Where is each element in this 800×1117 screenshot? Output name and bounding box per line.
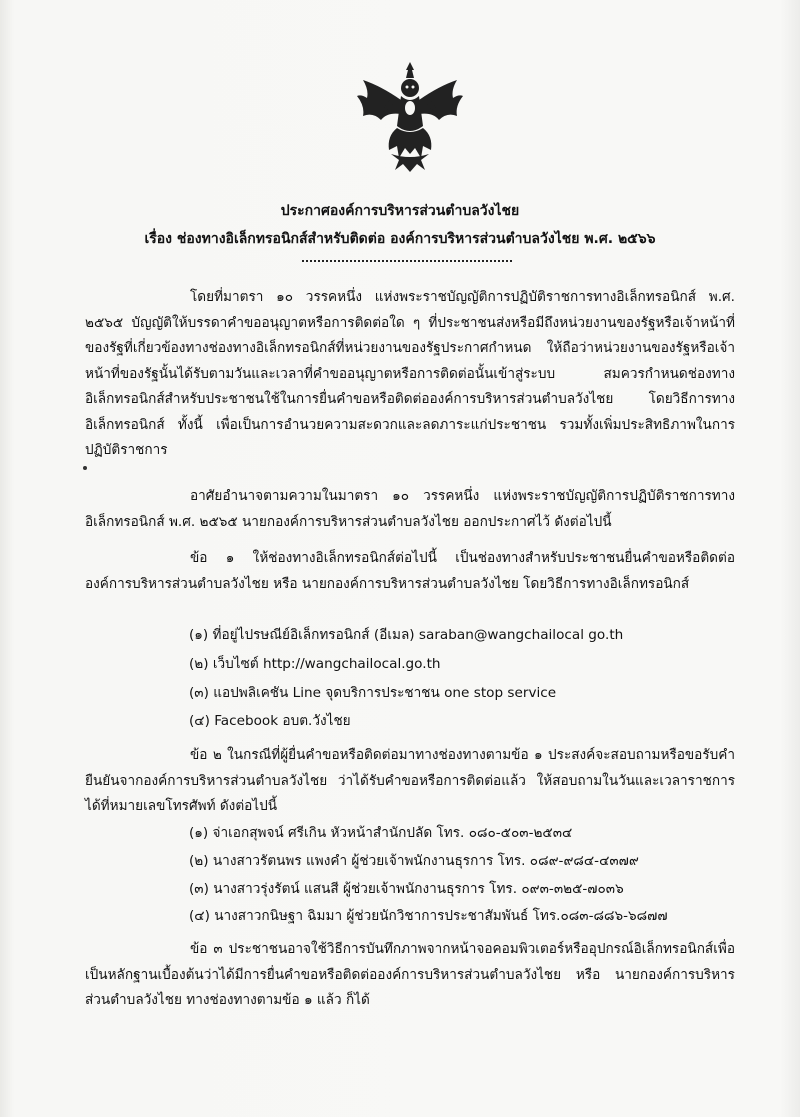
contact-item: (๔) นางสาวกนิษฐา ฉิมมา ผู้ช่วยนักวิชาการประชาสัมพันธ์ โทร.๐๘๓-๘๘๖-๖๘๗๗ <box>189 908 668 924</box>
channel-item: (๓) แอปพลิเคชัน Line จุดบริการประชาชน one stop service <box>189 685 557 701</box>
paragraph-authority: อาศัยอำนาจตามความในมาตรา ๑๐ วรรคหนึ่ง แห่งพระราชบัญญัติการปฏิบัติราชการทางอิเล็กทรอนิกส์ พ.ศ. ๒๕๖๕ นายกองค์การบริหารส่วนตำบลวังไชย ออกประกาศไว้ ดังต่อไปนี้ <box>85 488 735 530</box>
paragraph-clause-3: ข้อ ๓ ประชาชนอาจใช้วิธีการบันทึกภาพจากหน้าจอคอมพิวเตอร์หรืออุปกรณ์อิเล็กทรอนิกส์เพื่อเป็นหลักฐานเบื้องต้นว่าได้มีการยื่นคำขอหรือติดต่อองค์การบริหารส่วนตำบลวังไชย หรือ นายกองค์การบริหารส่วนตำบลวังไชย ทางช่องทางตามข้อ ๑ แล้ว ก็ได้ <box>85 941 735 1008</box>
paragraph-preamble: โดยที่มาตรา ๑๐ วรรคหนึ่ง แห่งพระราชบัญญัติการปฏิบัติราชการทางอิเล็กทรอนิกส์ พ.ศ. ๒๕๖๕ บัญญัติให้บรรดาคำขออนุญาตหรือการติดต่อใด ๆ ที่ประชาชนส่งหรือมีถึงหน่วยงานของรัฐหรือเจ้าหน้าที่ของรัฐที่เกี่ยวข้องทางช่องทางอิเล็กทรอนิกส์ที่หน่วยงานของรัฐประกาศกำหนด ให้ถือว่าหน่วยงานของรัฐหรือเจ้าหน้าที่ของรัฐนั้นได้รับตามวันและเวลาที่คำขออนุญาตหรือการติดต่อนั้นเข้าสู่ระบบ สมควรกำหนดช่องทางอิเล็กทรอนิกส์สำหรับประชาชนใช้ในการยื่นคำขอหรือติดต่อองค์การบริหารส่วนตำบลวังไชย โดยวิธีการทางอิเล็กทรอนิกส์ ทั้งนี้ เพื่อเป็นการอำนวยความสะดวกและลดภาระแก่ประชาชน รวมทั้งเพิ่มประสิทธิภาพในการปฏิบัติราชการ <box>85 289 735 458</box>
announcement-subject: เรื่อง ช่องทางอิเล็กทรอนิกส์สำหรับติดต่อ องค์การบริหารส่วนตำบลวังไชย พ.ศ. ๒๕๖๖ <box>144 231 656 247</box>
channel-item: (๔) Facebook อบต.วังไชย <box>189 713 351 729</box>
channel-item: (๑) ที่อยู่ไปรษณีย์อิเล็กทรอนิกส์ (อีเมล) saraban@wangchailocal go.th <box>189 627 624 643</box>
contact-item: (๒) นางสาวรัตนพร แพงคำ ผู้ช่วยเจ้าพนักงานธุรการ โทร. ๐๘๙-๙๘๔-๔๓๗๙ <box>189 853 639 869</box>
contact-item: (๑) จ่าเอกสุพจน์ ศรีเกิน หัวหน้าสำนักปลัด โทร. ๐๘๐-๕๐๓-๒๕๓๔ <box>189 825 573 841</box>
dotted-divider <box>302 260 512 262</box>
scan-mark <box>83 466 87 470</box>
paragraph-clause-2: ข้อ ๒ ในกรณีที่ผู้ยื่นคำขอหรือติดต่อมาทางช่องทางตามข้อ ๑ ประสงค์จะสอบถามหรือขอรับคำยืนยันจากองค์การบริหารส่วนตำบลวังไชย ว่าได้รับคำขอหรือการติดต่อแล้ว ให้สอบถามในวันและเวลาราชการได้ที่หมายเลขโทรศัพท์ ดังต่อไปนี้ <box>85 747 735 814</box>
contact-item: (๓) นางสาวรุ่งรัตน์ แสนสี ผู้ช่วยเจ้าพนักงานธุรการ โทร. ๐๙๓-๓๒๕-๗๐๓๖ <box>189 881 624 897</box>
announcement-title: ประกาศองค์การบริหารส่วนตำบลวังไชย <box>280 203 520 219</box>
paragraph-clause-1: ข้อ ๑ ให้ช่องทางอิเล็กทรอนิกส์ต่อไปนี้ เป็นช่องทางสำหรับประชาชนยื่นคำขอหรือติดต่อ องค์การบริหารส่วนตำบลวังไชย หรือ นายกองค์การบริหารส่วนตำบลวังไชย โดยวิธีการทางอิเล็กทรอนิกส์ <box>85 550 735 592</box>
garuda-emblem-icon <box>355 58 465 176</box>
channel-item: (๒) เว็บไซต์ http://wangchailocal.go.th <box>189 656 441 672</box>
